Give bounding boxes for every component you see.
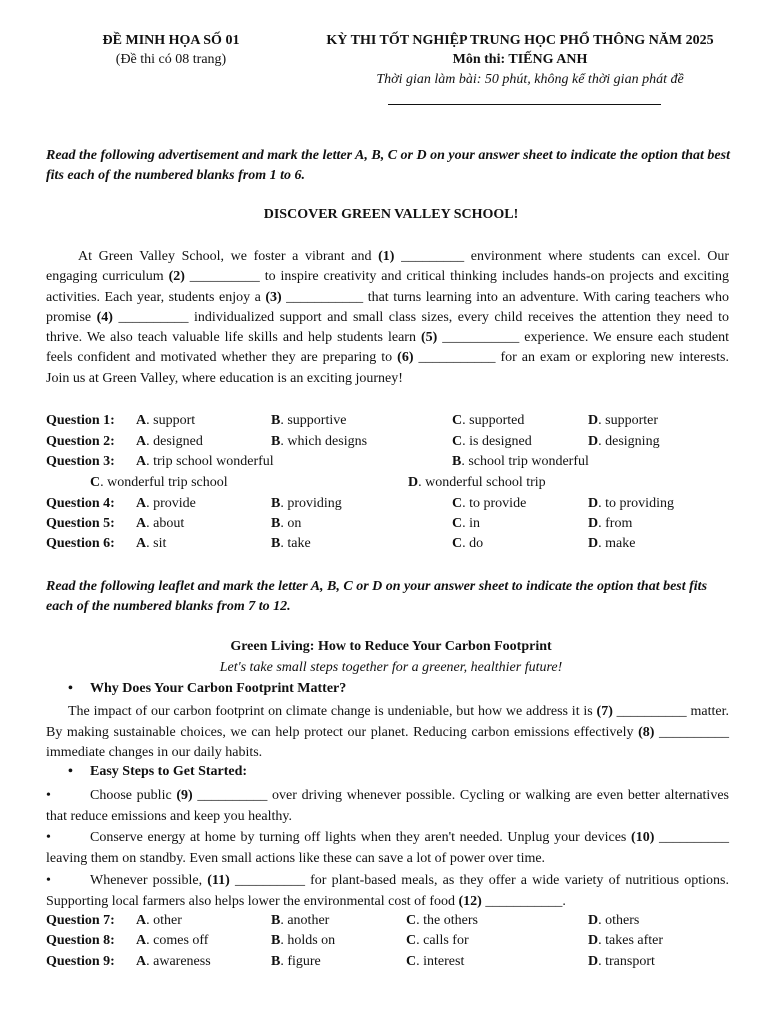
option-text: . transport [598, 954, 655, 969]
option-letter: C [406, 954, 417, 969]
option-letter: D [408, 475, 419, 490]
passage-text: At Green Valley School, we foster a vibrant and [78, 249, 379, 264]
answer-option-c[interactable] [452, 413, 524, 429]
question-row [46, 954, 746, 974]
answer-option-b[interactable] [271, 954, 321, 970]
answer-option-d[interactable] [588, 516, 632, 532]
answer-option-a[interactable] [136, 913, 182, 929]
option-letter: A [136, 496, 147, 511]
option-text: . do [462, 536, 484, 551]
blank-number: (10) [631, 830, 655, 845]
question-row [46, 913, 746, 933]
option-letter: A [136, 954, 147, 969]
option-text: . supporter [598, 413, 659, 428]
option-text: . comes off [146, 933, 209, 948]
option-text: . figure [280, 954, 321, 969]
passage-text: ___________ that turns learning into an adventure. With caring teachers who promise [46, 289, 729, 325]
option-text: . awareness [146, 954, 211, 969]
option-letter: C [452, 516, 463, 531]
question-label: Question 1: [46, 413, 115, 428]
blank-number: (3) [265, 289, 282, 305]
passage-text: _________ environment where students can excel. Our engaging curriculum [46, 249, 729, 285]
option-text: . other [146, 913, 182, 928]
leaflet-step1: • Choose public (9) __________ over driving whenever possible. Cycling or walking are even better alternatives that reduce emissions and keep you healthy. [46, 788, 729, 824]
answer-option-d[interactable] [588, 913, 639, 929]
option-letter: B [271, 496, 281, 511]
option-letter: A [136, 413, 147, 428]
blank-number: (11) [207, 873, 230, 888]
answer-option-d[interactable] [588, 434, 660, 450]
option-text: . takes after [598, 933, 664, 948]
option-text: . wonderful school trip [418, 475, 546, 490]
passage-text: Choose public [90, 788, 177, 803]
exam-title: KỲ THI TỐT NGHIỆP TRUNG HỌC PHỔ THÔNG NĂM 2025 [326, 33, 714, 48]
answer-option-d[interactable] [588, 954, 655, 970]
blank-number: (7) [596, 704, 613, 719]
option-text: . designed [146, 434, 203, 449]
option-text: . wonderful trip school [100, 475, 228, 490]
leaflet-subtitle: Let's take small steps together for a greener, healthier future! [219, 660, 563, 675]
question-row [46, 454, 746, 494]
answer-option-c[interactable] [452, 536, 483, 552]
advertisement-passage [46, 247, 729, 389]
option-letter: D [588, 434, 599, 449]
option-letter: D [588, 913, 599, 928]
option-letter: B [271, 536, 281, 551]
question-row [46, 933, 746, 953]
option-text: . interest [416, 954, 465, 969]
blank-number: (8) [638, 724, 655, 740]
question-label: Question 5: [46, 516, 115, 531]
blank-number: (4) [96, 309, 113, 325]
answer-option-c[interactable] [90, 475, 228, 491]
heading-why [68, 681, 346, 697]
option-text: . another [280, 913, 330, 928]
option-letter: A [136, 434, 147, 449]
option-text: . the others [416, 913, 478, 928]
answer-option-b[interactable] [271, 536, 311, 552]
option-letter: B [271, 516, 281, 531]
option-letter: C [90, 475, 101, 490]
answer-option-c[interactable] [452, 516, 480, 532]
answer-option-c[interactable] [452, 434, 532, 450]
answer-option-c[interactable] [406, 954, 464, 970]
option-text: . supportive [280, 413, 347, 428]
option-text: . holds on [280, 933, 336, 948]
option-letter: A [136, 933, 147, 948]
passage-text: ___________. [481, 893, 566, 909]
option-text: . about [146, 516, 185, 531]
blank-number: (2) [168, 269, 185, 285]
option-text: . which designs [280, 434, 368, 449]
page-count: (Đề thi có 08 trang) [115, 52, 227, 67]
option-text: . providing [280, 496, 342, 511]
answer-option-a[interactable] [136, 954, 211, 970]
option-text: . take [280, 536, 311, 551]
answer-option-d[interactable] [588, 496, 674, 512]
exam-time: Thời gian làm bài: 50 phút, không kể thời gian phát đề [376, 72, 684, 87]
answer-option-d[interactable] [588, 536, 635, 552]
question-label: Question 7: [46, 913, 115, 928]
answer-option-d[interactable] [588, 413, 658, 429]
heading-steps-label: Easy Steps to Get Started: [90, 764, 248, 779]
option-letter: A [136, 536, 147, 551]
passage-text: __________ leaving them on standby. Even small actions like these can save a lot of power over time. [46, 830, 730, 866]
answer-option-c[interactable] [406, 913, 478, 929]
blank-number: (6) [397, 350, 414, 366]
section1-instruction: Read the following advertisement and mark the letter A, B, C or D on your answer sheet to indicate the option that best fits each of the numbered blanks from 1 to 6. [46, 148, 730, 183]
answer-option-b[interactable] [271, 434, 367, 450]
question-label: Question 8: [46, 933, 115, 948]
heading-why-label: Why Does Your Carbon Footprint Matter? [90, 681, 347, 696]
heading-steps [68, 764, 247, 780]
option-letter: B [271, 413, 281, 428]
option-text: . trip school wonderful [146, 454, 274, 469]
answer-option-b[interactable] [271, 413, 346, 429]
option-text: . to provide [462, 496, 527, 511]
option-letter: C [406, 933, 417, 948]
passage-text: __________ immediate changes in our daily habits. [46, 724, 730, 760]
question-label: Question 6: [46, 536, 115, 551]
question-label: Question 3: [46, 454, 115, 469]
question-row [46, 434, 746, 454]
option-letter: B [452, 454, 462, 469]
answer-option-a[interactable] [136, 496, 196, 512]
option-text: . provide [146, 496, 196, 511]
option-text: . from [598, 516, 633, 531]
blank-number: (9) [176, 788, 193, 803]
passage-text: ___________ experience. We ensure each student feels confident and motivated whether they are preparing to [46, 330, 730, 366]
answer-option-c[interactable] [406, 933, 469, 949]
passage-text: __________ for plant-based meals, as they offer a wide variety of nutritious options. Supporting local farmers also helps lower the environmental cost of food [46, 873, 729, 909]
leaflet-title: Green Living: How to Reduce Your Carbon Footprint [230, 639, 552, 654]
option-letter: B [271, 434, 281, 449]
answer-option-d[interactable] [588, 933, 663, 949]
passage-text: __________ individualized support and small class sizes, every child receives the attention they need to thrive. We also teach valuable life skills and help students learn [46, 309, 729, 346]
option-text: . supported [462, 413, 525, 428]
bullet-icon: • [68, 681, 73, 696]
answer-option-b[interactable] [271, 913, 329, 929]
answer-option-a[interactable] [136, 933, 208, 949]
passage-text: The impact of our carbon footprint on climate change is undeniable, but how we address it is [68, 704, 597, 719]
bullet-icon: • [68, 764, 73, 779]
blank-number: (12) [458, 893, 482, 909]
question-label: Question 2: [46, 434, 115, 449]
leaflet-step3: • Whenever possible, (11) __________ for plant-based meals, as they offer a wide variety of nutritious options. Supporting local farmers also helps lower the environmental cost of food (12) ___________. [46, 873, 729, 909]
option-letter: C [452, 536, 463, 551]
option-text: . on [280, 516, 302, 531]
option-letter: A [136, 516, 147, 531]
option-text: . make [598, 536, 636, 551]
option-letter: A [136, 913, 147, 928]
option-text: . to providing [598, 496, 674, 511]
question-row [46, 413, 746, 433]
section2-instruction: Read the following leaflet and mark the letter A, B, C or D on your answer sheet to indicate the option that best fits each of the numbered blanks from 7 to 12. [46, 579, 708, 614]
option-letter: D [588, 933, 599, 948]
section1-title: DISCOVER GREEN VALLEY SCHOOL! [263, 207, 519, 222]
exam-code: ĐỀ MINH HỌA SỐ 01 [102, 33, 240, 48]
option-text: . sit [146, 536, 167, 551]
option-text: . in [462, 516, 481, 531]
passage-text: Conserve energy at home by turning off lights when they aren't needed. Unplug your devices [90, 830, 632, 845]
passage-text: ___________ for an exam or exploring new interests. Join us at Green Valley, where education is an exciting journey! [46, 350, 729, 386]
answer-option-a[interactable] [136, 454, 274, 470]
answer-option-b[interactable] [271, 496, 342, 512]
option-letter: D [588, 536, 599, 551]
question-label: Question 4: [46, 496, 115, 511]
option-letter: B [271, 954, 281, 969]
answer-option-d[interactable] [408, 475, 546, 491]
question-label: Question 9: [46, 954, 115, 969]
option-letter: A [136, 454, 147, 469]
answer-option-a[interactable] [136, 434, 203, 450]
answer-option-c[interactable] [452, 496, 526, 512]
blank-number: (5) [420, 330, 438, 346]
option-letter: C [452, 496, 463, 511]
option-text: . support [146, 413, 196, 428]
answer-option-a[interactable] [136, 516, 184, 532]
passage-text: Whenever possible, [90, 873, 208, 888]
answer-option-b[interactable] [271, 933, 335, 949]
option-letter: D [588, 413, 599, 428]
subject: Môn thi: TIẾNG ANH [452, 52, 588, 67]
passage-text: __________ matter. By making sustainable choices, we can help protect our planet. Reducing carbon emissions effectively [46, 704, 729, 740]
option-letter: B [271, 913, 281, 928]
option-letter: C [406, 913, 417, 928]
question-row [46, 516, 746, 536]
option-letter: C [452, 413, 463, 428]
option-letter: D [588, 496, 599, 511]
option-letter: D [588, 516, 599, 531]
answer-option-b[interactable] [452, 454, 589, 470]
answer-option-a[interactable] [136, 536, 166, 552]
leaflet-para1 [46, 702, 729, 764]
option-text: . others [598, 913, 640, 928]
answer-option-b[interactable] [271, 516, 301, 532]
answer-option-a[interactable] [136, 413, 195, 429]
option-letter: C [452, 434, 463, 449]
option-text: . is designed [462, 434, 532, 449]
passage-text: __________ to inspire creativity and critical thinking includes hands-on projects and exciting activities. Each year, students enjoy a [46, 269, 729, 305]
leaflet-step2: • Conserve energy at home by turning off lights when they aren't needed. Unplug your devices (10) __________ leaving them on standby. Even small actions like these can save a lot of power over time. [46, 830, 730, 866]
passage-text: __________ over driving whenever possible. Cycling or walking are even better alternatives that reduce emissions and keep you healthy. [46, 788, 729, 824]
option-text: . school trip wonderful [461, 454, 589, 469]
option-text: . calls for [416, 933, 469, 948]
header-divider [388, 104, 661, 105]
question-row [46, 496, 746, 516]
option-letter: D [588, 954, 599, 969]
blank-number: (1) [378, 249, 395, 264]
option-letter: B [271, 933, 281, 948]
question-row [46, 536, 746, 556]
option-text: . designing [598, 434, 660, 449]
